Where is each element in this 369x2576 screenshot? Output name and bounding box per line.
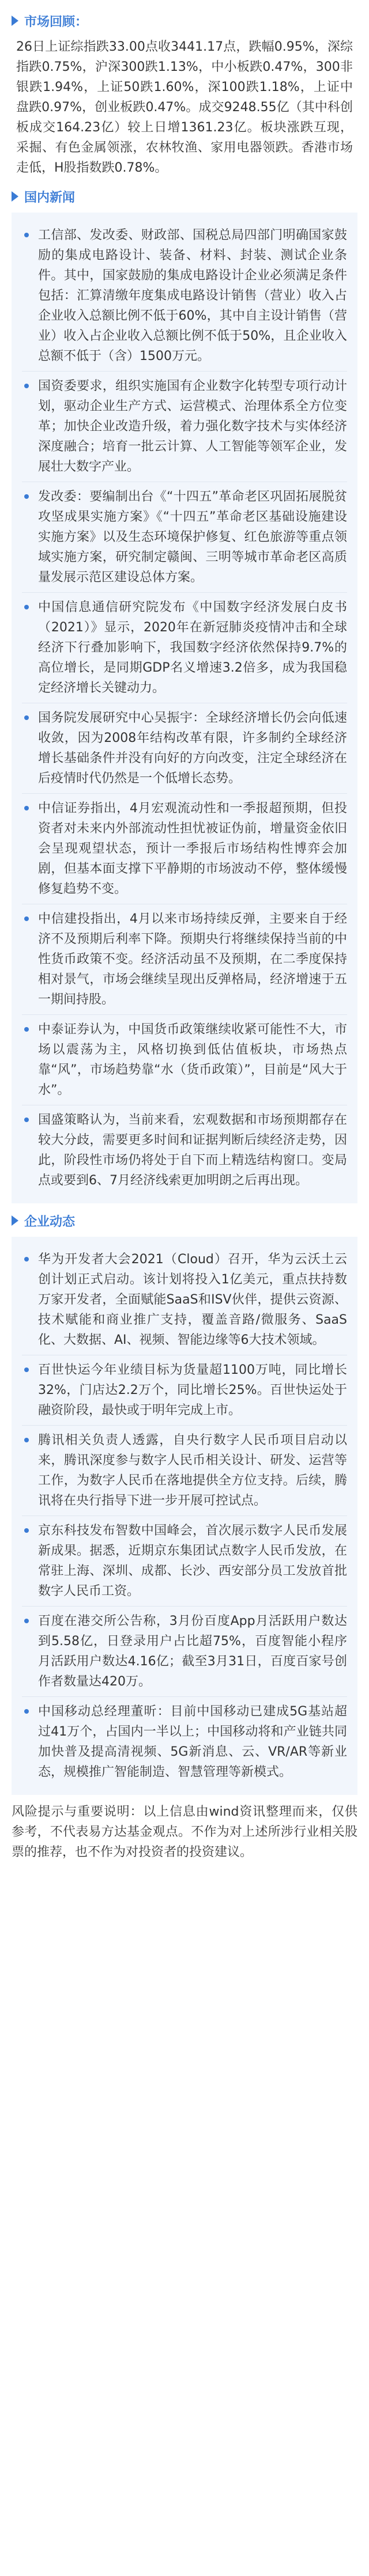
news-item: 工信部、发改委、财政部、国税总局四部门明确国家鼓励的集成电路设计、装备、材料、封装、测试企业条件。其中，国家鼓励的集成电路设计企业必须满足条件包括：汇算清缴年度集成电路设计销售（营业）收入占企业收入总额比例不低于60%，其中自主设计销售（营业）收入占企业收入总额比例不低于50%，且企业收入总额不低于（含）1500万元。 (22, 221, 347, 371)
company-news-list (12, 1237, 357, 1795)
news-item: 京东科技发布智数中国峰会，首次展示数字人民币发展新成果。据悉，近期京东集团试点数字人民币发放，在常驻上海、深圳、成都、长沙、西安部分员工发放首批数字人民币工资。 (22, 1516, 347, 1606)
company-news-title: 企业动态 (24, 1214, 76, 1229)
bullet-dot-icon (24, 1528, 29, 1533)
news-item: 中信证券指出，4月宏观流动性和一季报超预期，但投资者对未来内外部流动性担忧被证伪前，增量资金依旧会呈现观望状态，预计一季报后市场结构性博弈会加剧，但基本面支撑下平静期的市场波动不停，整体缓慢修复趋势不变。 (22, 793, 347, 904)
market-review-title: 市场回顾： (24, 14, 88, 29)
triangle-marker-icon (12, 191, 18, 202)
news-item: 发改委：要编制出台《“十四五”革命老区巩固拓展脱贫攻坚成果实施方案》《“十四五”革命老区基础设施建设实施方案》以及生态环境保护修复、红色旅游等重点领域实施方案，研究制定赣闽、三明等城市革命老区高质量发展示范区建设总体方案。 (22, 482, 347, 592)
news-item: 国资委要求，组织实施国有企业数字化转型专项行动计划，驱动企业生产方式、运营模式、治理体系全方位变革；加快企业改造升级，着力强化数字技术与实体经济深度融合；培育一批云计算、人工智能等领军企业，发展壮大数字产业。 (22, 371, 347, 482)
bullet-dot-icon (24, 1438, 29, 1442)
bullet-dot-icon (24, 1027, 29, 1032)
bullet-dot-icon (24, 1257, 29, 1262)
bullet-dot-icon (24, 916, 29, 921)
domestic-news-header (12, 186, 357, 207)
bullet-dot-icon (24, 605, 29, 609)
news-item: 腾讯相关负责人透露，自央行数字人民币项目启动以来，腾讯深度参与数字人民币相关设计、研发、运营等工作，为数字人民币在落地提供全方位支持。后续，腾讯将在央行指导下进一步开展可控试点。 (22, 1425, 347, 1516)
news-item: 百度在港交所公告称，3月份百度App月活跃用户数达到5.58亿，日登录用户占比超75%，百度智能小程序月活跃用户数达4.16亿；截至3月31日，百度百家号创作者数量达420万。 (22, 1606, 347, 1696)
market-review-header (12, 10, 357, 31)
news-item: 华为开发者大会2021（Cloud）召开，华为云沃土云创计划正式启动。该计划将投入1亿美元，重点扶持数万家开发者，全面赋能SaaS和ISV伙伴，提供云资源、技术赋能和商业推广支持，覆盖音路/微服务、SaaS化、大数据、AI、视频、智能边缘等6大技术领域。 (22, 1245, 347, 1355)
bullet-dot-icon (24, 1709, 29, 1714)
news-item: 国盛策略认为，当前来看，宏观数据和市场预期都存在较大分歧，需要更多时间和证据判断后续经济走势，因此，阶段性市场仍将处于自下而上精选结构窗口。变局点或要到6、7月经济线索更加明朗之后再出现。 (22, 1105, 347, 1195)
risk-disclaimer: 风险提示与重要说明：以上信息由wind资讯整理而来，仅供参考，不代表易方达基金观点。不作为对上述所涉行业相关股票的推荐，也不作为对投资者的投资建议。 (12, 1805, 357, 1859)
news-item: 中信建投指出，4月以来市场持续反弹，主要来自于经济不及预期后利率下降。预期央行将继续保持当前的中性货币政策不变。经济活动虽不及预期，在二季度保持相对景气，市场会继续呈现出反弹格局，经济增速于五一期间持股。 (22, 904, 347, 1014)
bullet-dot-icon (24, 384, 29, 388)
bullet-dot-icon (24, 233, 29, 237)
bullet-dot-icon (24, 494, 29, 499)
news-item: 中国信息通信研究院发布《中国数字经济发展白皮书（2021）》显示，2020年在新冠肺炎疫情冲击和全球经济下行叠加影响下，我国数字经济依然保持9.7%的高位增长，是同期GDP名义增速3.2倍多，成为我国稳定经济增长关键动力。 (22, 592, 347, 703)
news-item: 百世快运今年业绩目标为货量超1100万吨，同比增长32%，门店达2.2万个，同比增长25%。百世快运处于融资阶段，最快或于明年完成上市。 (22, 1355, 347, 1425)
bullet-dot-icon (24, 1619, 29, 1623)
news-item: 国务院发展研究中心吴振宇：全球经济增长仍会向低速收敛，因为2008年结构改革有限，许多制约全球经济增长基础条件并没有向好的方向改变，注定全球经济在后疫情时代仍然是一个低增长态势。 (22, 703, 347, 793)
news-item: 中泰证券认为，中国货币政策继续收紧可能性不大，市场以震荡为主，风格切换到低估值板块，市场热点靠“风”，市场趋势靠“水（货币政策）”，目前是“风大于水”。 (22, 1014, 347, 1105)
domestic-news-title: 国内新闻 (24, 190, 76, 205)
bullet-dot-icon (24, 715, 29, 720)
bullet-dot-icon (24, 1367, 29, 1372)
bullet-dot-icon (24, 1117, 29, 1122)
news-item: 中国移动总经理董昕：目前中国移动已建成5G基站超过41万个，占国内一半以上；中国移动将和产业链共同加快普及提高清视频、5G新消息、云、VR/AR等新业态，规模推广智能制造、智慧管理等新模式。 (22, 1696, 347, 1787)
market-review-text: 26日上证综指跌33.00点收3441.17点，跌幅0.95%，深综指跌0.75%，沪深300跌1.13%，中小板跌0.47%，300非银跌1.94%，上证50跌1.60%，深100跌1.18%，上证中盘跌0.97%，创业板跌0.47%。成交9248.55亿（其中科创板成交164.23亿）较上日增1361.23亿。板块涨跌互现，采掘、有色金属领涨，农林牧渔、家用电器领跌。香港市场走低，H股指数跌0.78%。 (16, 40, 353, 175)
triangle-marker-icon (12, 1215, 18, 1226)
company-news-header (12, 1210, 357, 1231)
domestic-news-list (12, 213, 357, 1203)
triangle-marker-icon (12, 16, 18, 26)
bullet-dot-icon (24, 806, 29, 810)
